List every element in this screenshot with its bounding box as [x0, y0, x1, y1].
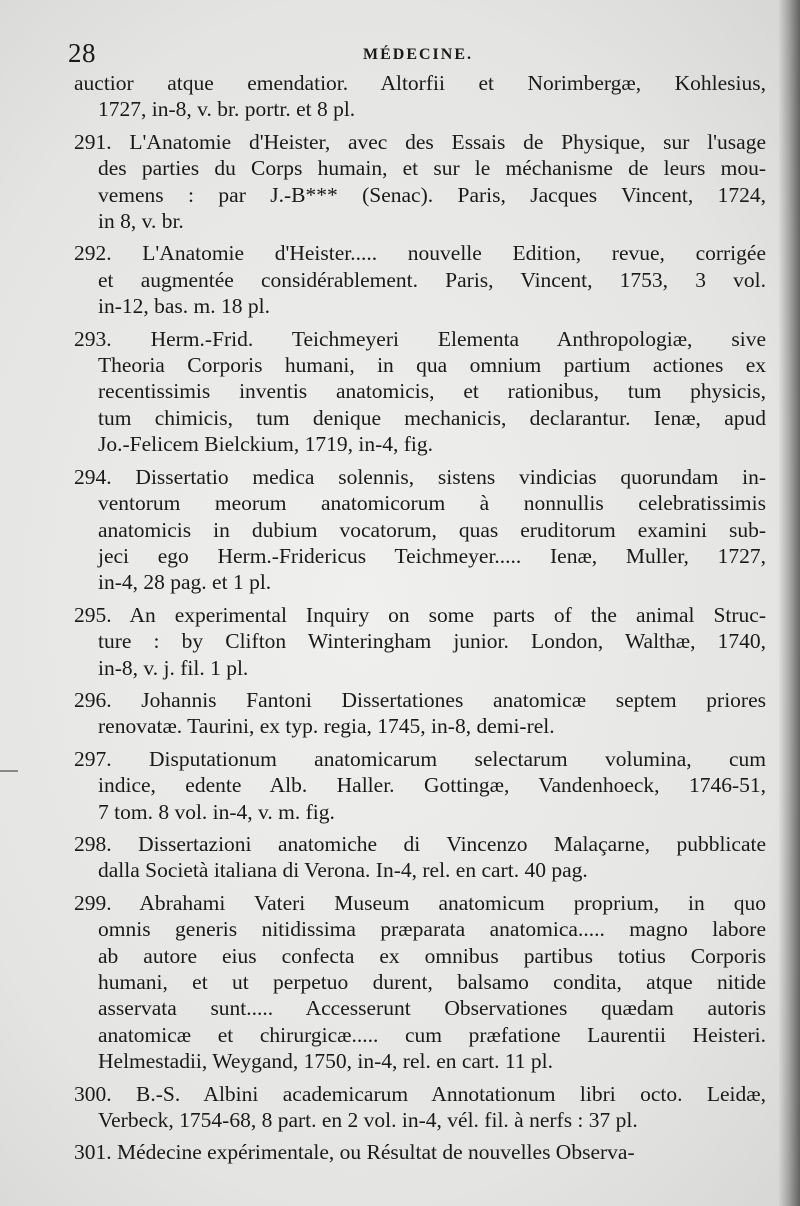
- entry-line: [74, 490, 766, 516]
- page-number: 28: [68, 38, 96, 68]
- entry-line: [74, 628, 766, 654]
- bibliography-entry: [74, 70, 766, 123]
- entry-line: [74, 687, 766, 713]
- entry-text: des parties du Corps humain, et sur le méchanisme de leurs mou-: [98, 156, 766, 181]
- entry-line: [74, 155, 766, 181]
- bibliography-entry: [74, 831, 766, 884]
- margin-mark: [0, 770, 18, 772]
- entry-number: 291.: [74, 129, 112, 154]
- entry-line: [74, 890, 766, 916]
- entry-text: Dissertazioni anatomiche di Vincenzo Malaçarne, pubblicate: [138, 831, 767, 856]
- entry-number: 297.: [74, 746, 112, 771]
- entry-text: Jo.-Felicem Bielckium, 1719, in-4, fig.: [98, 432, 433, 457]
- entry-text: An experimental Inquiry on some parts of the animal Struc-: [129, 602, 766, 627]
- bibliography-entry: [74, 1081, 766, 1134]
- entry-text: B.-S. Albini academicarum Annotationum libri octo. Leidæ,: [136, 1081, 766, 1106]
- entry-text: L'Anatomie d'Heister, avec des Essais de Physique, sur l'usage: [129, 129, 766, 154]
- entry-number: 298.: [74, 831, 112, 856]
- entry-text: ture : by Clifton Winteringham junior. London, Walthæ, 1740,: [98, 629, 766, 654]
- entry-number: 300.: [74, 1081, 112, 1106]
- entry-number: 299.: [74, 890, 112, 915]
- entry-line: [74, 916, 766, 942]
- entry-line: [74, 602, 766, 628]
- entry-number: 293.: [74, 326, 112, 351]
- entry-line: [74, 326, 766, 352]
- entry-text: 7 tom. 8 vol. in-4, v. m. fig.: [98, 799, 335, 824]
- entry-line: [74, 70, 766, 96]
- entry-line: [74, 746, 766, 772]
- bibliography-entry: [74, 746, 766, 825]
- entry-line: [74, 182, 766, 208]
- entry-text: anatomicis in dubium vocatorum, quas eruditorum examini sub-: [98, 517, 766, 542]
- entry-line: [74, 569, 766, 595]
- entry-number: 301.: [74, 1140, 112, 1165]
- entry-line: [74, 517, 766, 543]
- bibliography-entry: [74, 464, 766, 596]
- entry-text: jeci ego Herm.-Fridericus Teichmeyer..... Ienæ, Muller, 1727,: [98, 543, 766, 568]
- entry-text: omnis generis nitidissima præparata anatomica..... magno labore: [98, 917, 766, 942]
- entry-text: ventorum meorum anatomicorum à nonnullis celebratissimis: [98, 491, 766, 516]
- entry-number: 294.: [74, 464, 112, 489]
- entry-line: [74, 405, 766, 431]
- entry-text: 1727, in-8, v. br. portr. et 8 pl.: [98, 97, 356, 122]
- entry-line: [74, 378, 766, 404]
- entry-line: [74, 267, 766, 293]
- entry-line: [74, 464, 766, 490]
- bibliography-entry: [74, 326, 766, 458]
- entry-text: Dissertatio medica solennis, sistens vindicias quorundam in-: [135, 464, 766, 489]
- bibliography-entry: [74, 890, 766, 1075]
- entry-line: [74, 857, 766, 883]
- entry-line: [74, 1139, 766, 1165]
- entry-text: Médecine expérimentale, ou Résultat de nouvelles Observa-: [117, 1140, 635, 1165]
- entry-line: [74, 431, 766, 457]
- entry-text: asservata sunt..... Accesserunt Observationes quædam autoris: [98, 996, 766, 1021]
- entry-line: [74, 543, 766, 569]
- entry-number: 292.: [74, 241, 112, 266]
- entry-text: humani, et ut perpetuo durent, balsamo condita, atque nitide: [98, 970, 766, 994]
- entry-text: in 8, v. br.: [98, 209, 184, 234]
- entry-text: vemens : par J.-B*** (Senac). Paris, Jacques Vincent, 1724,: [98, 182, 766, 207]
- entry-number: 295.: [74, 602, 112, 627]
- entry-text: auctior atque emendatior. Altorfii et Norimbergæ, Kohlesius,: [74, 71, 766, 95]
- entry-text: Disputationum anatomicarum selectarum volumina, cum: [149, 746, 766, 771]
- entry-text: in-8, v. j. fil. 1 pl.: [98, 655, 249, 680]
- entry-line: [74, 129, 766, 155]
- bibliography-entry: [74, 602, 766, 681]
- entry-line: [74, 1107, 766, 1133]
- bibliography-list: [74, 70, 766, 1172]
- entry-line: [74, 995, 766, 1021]
- entry-line: [74, 1081, 766, 1107]
- entry-line: [74, 969, 766, 995]
- entry-text: Abrahami Vateri Museum anatomicum proprium, in quo: [139, 890, 766, 915]
- bibliography-entry: [74, 129, 766, 235]
- entry-text: Johannis Fantoni Dissertationes anatomicæ septem priores: [141, 687, 767, 712]
- book-spine-shadow: [778, 0, 800, 1206]
- entry-text: et augmentée considérablement. Paris, Vincent, 1753, 3 vol.: [98, 267, 766, 292]
- entry-line: [74, 831, 766, 857]
- entry-text: Helmestadii, Weygand, 1750, in-4, rel. en cart. 11 pl.: [98, 1049, 554, 1074]
- entry-line: [74, 655, 766, 681]
- entry-line: [74, 352, 766, 378]
- entry-line: [74, 1022, 766, 1048]
- entry-text: Verbeck, 1754-68, 8 part. en 2 vol. in-4, vél. fil. à nerfs : 37 pl.: [98, 1108, 638, 1133]
- bibliography-entry: [74, 1139, 766, 1165]
- entry-line: [74, 799, 766, 825]
- entry-text: in-4, 28 pag. et 1 pl.: [98, 570, 272, 595]
- entry-text: dalla Società italiana di Verona. In-4, rel. en cart. 40 pag.: [98, 858, 588, 883]
- entry-text: renovatæ. Taurini, ex typ. regia, 1745, in-8, demi-rel.: [98, 714, 555, 739]
- entry-line: [74, 1048, 766, 1074]
- entry-number: 296.: [74, 687, 112, 712]
- bibliography-entry: [74, 240, 766, 319]
- entry-line: [74, 293, 766, 319]
- entry-text: anatomicæ et chirurgicæ..... cum præfatione Laurentii Heisteri.: [98, 1022, 766, 1047]
- entry-text: L'Anatomie d'Heister..... nouvelle Edition, revue, corrigée: [142, 241, 766, 266]
- bibliography-entry: [74, 687, 766, 740]
- entry-line: [74, 713, 766, 739]
- running-head: MÉDECINE.: [362, 46, 473, 63]
- entry-text: Theoria Corporis humani, in qua omnium partium actiones ex: [98, 353, 766, 378]
- entry-text: ab autore eius confecta ex omnibus partibus totius Corporis: [98, 943, 766, 968]
- entry-line: [74, 208, 766, 234]
- entry-line: [74, 96, 766, 122]
- entry-text: indice, edente Alb. Haller. Gottingæ, Vandenhoeck, 1746-51,: [98, 773, 766, 798]
- entry-text: tum chimicis, tum denique mechanicis, declarantur. Ienæ, apud: [98, 405, 766, 430]
- entry-text: in-12, bas. m. 18 pl.: [98, 294, 270, 319]
- entry-line: [74, 240, 766, 266]
- entry-text: recentissimis inventis anatomicis, et rationibus, tum physicis,: [98, 379, 766, 404]
- entry-line: [74, 943, 766, 969]
- entry-text: Herm.-Frid. Teichmeyeri Elementa Anthropologiæ, sive: [150, 326, 766, 351]
- entry-line: [74, 772, 766, 798]
